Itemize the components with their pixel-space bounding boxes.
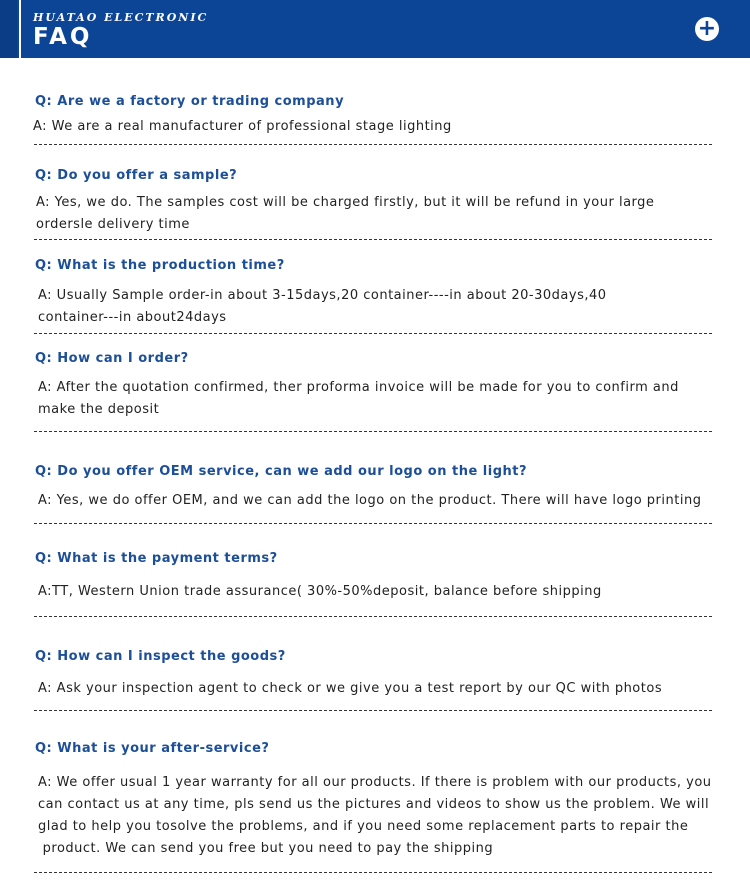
faq-answer (38, 581, 728, 603)
faq-answer-line: A: Usually Sample order-in about 3-15days,20 container----in about 20-30days,40 (38, 288, 607, 303)
faq-question: Q: How can I inspect the goods? (35, 649, 286, 664)
faq-divider (34, 431, 712, 432)
faq-divider (34, 616, 712, 617)
faq-answer-line: can contact us at any time, pls send us the pictures and videos to show us the problem. We will (38, 797, 710, 812)
faq-header (0, 0, 750, 58)
faq-question: Q: How can I order? (35, 351, 189, 366)
faq-divider (34, 144, 712, 145)
page-title: FAQ (33, 24, 93, 50)
faq-answer-line: A: Yes, we do. The samples cost will be charged firstly, but it will be refund in your large (36, 195, 655, 210)
faq-answer (38, 285, 728, 329)
faq-answer-line: A:TT, Western Union trade assurance( 30%-50%deposit, balance before shipping (38, 584, 602, 599)
faq-answer-line: ordersle delivery time (36, 217, 190, 232)
faq-answer (38, 377, 728, 421)
faq-answer-line: make the deposit (38, 402, 160, 417)
faq-divider (34, 710, 712, 711)
faq-question: Q: What is the production time? (35, 258, 285, 273)
faq-question: Q: Do you offer OEM service, can we add our logo on the light? (35, 464, 528, 479)
faq-answer (38, 772, 728, 860)
faq-answer-line: A: We offer usual 1 year warranty for all our products. If there is problem with our products, you (38, 775, 712, 790)
faq-answer (38, 490, 728, 512)
faq-answer-line: product. We can send you free but you need to pay the shipping (38, 841, 494, 856)
faq-answer (38, 678, 728, 700)
faq-answer-line: A: Ask your inspection agent to check or we give you a test report by our QC with photos (38, 681, 663, 696)
faq-divider (34, 333, 712, 334)
faq-divider (34, 239, 712, 240)
faq-question: Q: What is the payment terms? (35, 551, 278, 566)
faq-answer-line: container---in about24days (38, 310, 227, 325)
faq-question: Q: What is your after-service? (35, 741, 270, 756)
header-divider-line (19, 0, 21, 58)
brand-name: HUATAO ELECTRONIC (33, 11, 209, 24)
faq-question: Q: Are we a factory or trading company (35, 94, 345, 109)
header-left-strip (0, 0, 17, 58)
faq-answer-line: A: After the quotation confirmed, ther proforma invoice will be made for you to confirm and (38, 380, 679, 395)
faq-divider (34, 872, 712, 873)
plus-icon[interactable]: + (695, 17, 719, 41)
faq-question: Q: Do you offer a sample? (35, 168, 238, 183)
faq-answer-line: A: We are a real manufacturer of professional stage lighting (33, 119, 452, 134)
faq-divider (34, 523, 712, 524)
faq-answer (33, 116, 723, 138)
faq-answer (36, 192, 726, 236)
faq-answer-line: A: Yes, we do offer OEM, and we can add the logo on the product. There will have logo printing (38, 493, 702, 508)
faq-answer-line: glad to help you tosolve the problems, and if you need some replacement parts to repair the (38, 819, 689, 834)
